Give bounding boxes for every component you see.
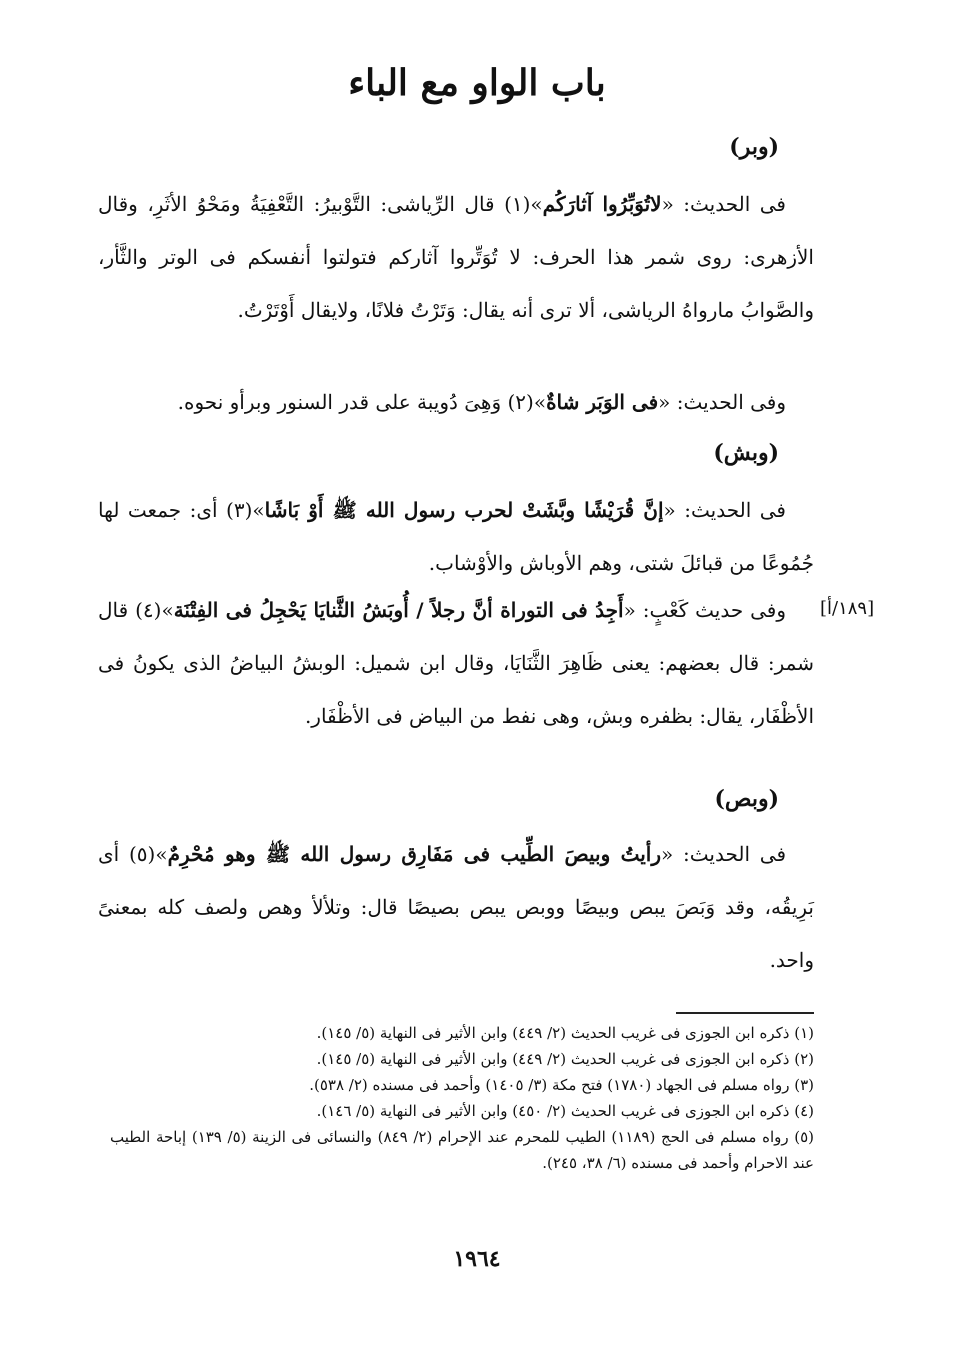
paragraph-text: »(٣) أى: جمعت لها جُمُوعًا من قبائلَ شتى، وهم الأوباش والأوْشاب. <box>98 498 814 575</box>
paragraph-lead: وفى الحديث: « <box>658 390 786 414</box>
footnote-2: (٢) ذكره ابن الجوزى فى غريب الحديث (٢/ ٤٤٩) وابن الأثير فى النهاية (٥/ ١٤٥). <box>316 1050 814 1068</box>
section-heading-wabr: (وبر) <box>729 134 779 160</box>
page-number: ١٩٦٤ <box>453 1246 501 1272</box>
paragraph-lead: فى الحديث: « <box>663 498 786 522</box>
paragraph-text: »(٢) وَهِىَ دُويبة على قدر السنور وبرأو نحوه. <box>177 390 547 414</box>
paragraph-text: »(٤) قال شمر: قال بعضهم: يعنى ظَاهِرَ الثَّنَايَا، وقال ابن شميل: الوبشُ البياضُ الذى يكونُ فى الأظْفَار، يقال: بظفره وبش، وهى نفط من البياض فى الأظْفَار. <box>98 598 814 728</box>
footnote-divider <box>676 1012 814 1014</box>
paragraph-wabr-1 <box>98 178 814 337</box>
paragraph-lead: فى الحديث: « <box>661 192 786 216</box>
paragraph-wabr-2 <box>98 376 814 429</box>
paragraph-wabsh-1 <box>98 484 814 590</box>
footnote-5: (٥) رواه مسلم فى الحج (١١٨٩) الطيب للمحرم عند الإحرام (٢/ ٨٤٩) والنسائى فى الزينة (٥/ ١٣٩) إباحة الطيب عند الاحرام وأحمد فى مسنده (٦/ ٣٨، ٢٤٥). <box>110 1128 815 1172</box>
hadith-quote: فى الوَبَر شاةٌ <box>546 390 659 414</box>
hadith-quote: إنَّ قُرَيْشًا وبَّشَتْ لحرب رسول الله ﷺ أَوْ بَاشًا <box>264 498 664 522</box>
page-title: باب الواو مع الباء <box>348 62 606 104</box>
section-heading-wabsh: (وبش) <box>713 440 779 466</box>
hadith-quote: أَجِدُ فى التوراة أنَّ رجلاً / أُوبَشُ الثَّنايَا يَحْجِلُ فى الفِتْنَة <box>173 598 624 622</box>
hadith-quote: رأيتُ وبيصَ الطِّيب فى مَفَارِق رسول الله ﷺ وهو مُحْرِمٌ <box>167 842 662 866</box>
footnote-3: (٣) رواه مسلم فى الجهاد (١٧٨٠) فتح مكة (٣/ ١٤٠٥) وأحمد فى مسنده (٢/ ٥٣٨). <box>309 1076 814 1094</box>
paragraph-text: »(١) قال الرِّياشى: التَّوْبيرُ: التَّعْفِيَةُ ومَحْوُ الأثَرِ، وقال الأزهرى: روى شمر هذا الحرف: لا تُوَتِّروا آثاركم فتولتوا أنفسكم فى الوتر والثَّأر، والصَّوابُ مارواهُ الرياشى، ألا ترى أنه يقال: وَتَرْتُ فلانًا، ولايقال أَوْتَرْتُ. <box>98 192 814 322</box>
footnotes <box>110 1020 814 1176</box>
paragraph-lead: فى الحديث: « <box>661 842 787 866</box>
paragraph-lead: وفى حديث كَعْبٍ: « <box>623 598 787 622</box>
paragraph-wabs-1 <box>98 828 814 987</box>
margin-folio-marker: [١٨٩/أ] <box>820 598 875 619</box>
hadith-quote: لاتُوَبِّرُوا آثارَكُم <box>542 192 662 216</box>
paragraph-wabsh-2 <box>98 584 814 743</box>
section-heading-wabs: (وبص) <box>714 786 779 812</box>
paragraph-text: »(٥) أى بَرِيقُه، وقد وَبَصَ يبص وبيصًا ووبص يبص بصيصًا قال: وتلألأ وهص ولصف كله بمعنىً واحد. <box>98 842 814 972</box>
footnote-4: (٤) ذكره ابن الجوزى فى غريب الحديث (٢/ ٤٥٠) وابن الأثير فى النهاية (٥/ ١٤٦). <box>316 1102 814 1120</box>
footnote-1: (١) ذكره ابن الجوزى فى غريب الحديث (٢/ ٤٤٩) وابن الأثير فى النهاية (٥/ ١٤٥). <box>316 1024 814 1042</box>
